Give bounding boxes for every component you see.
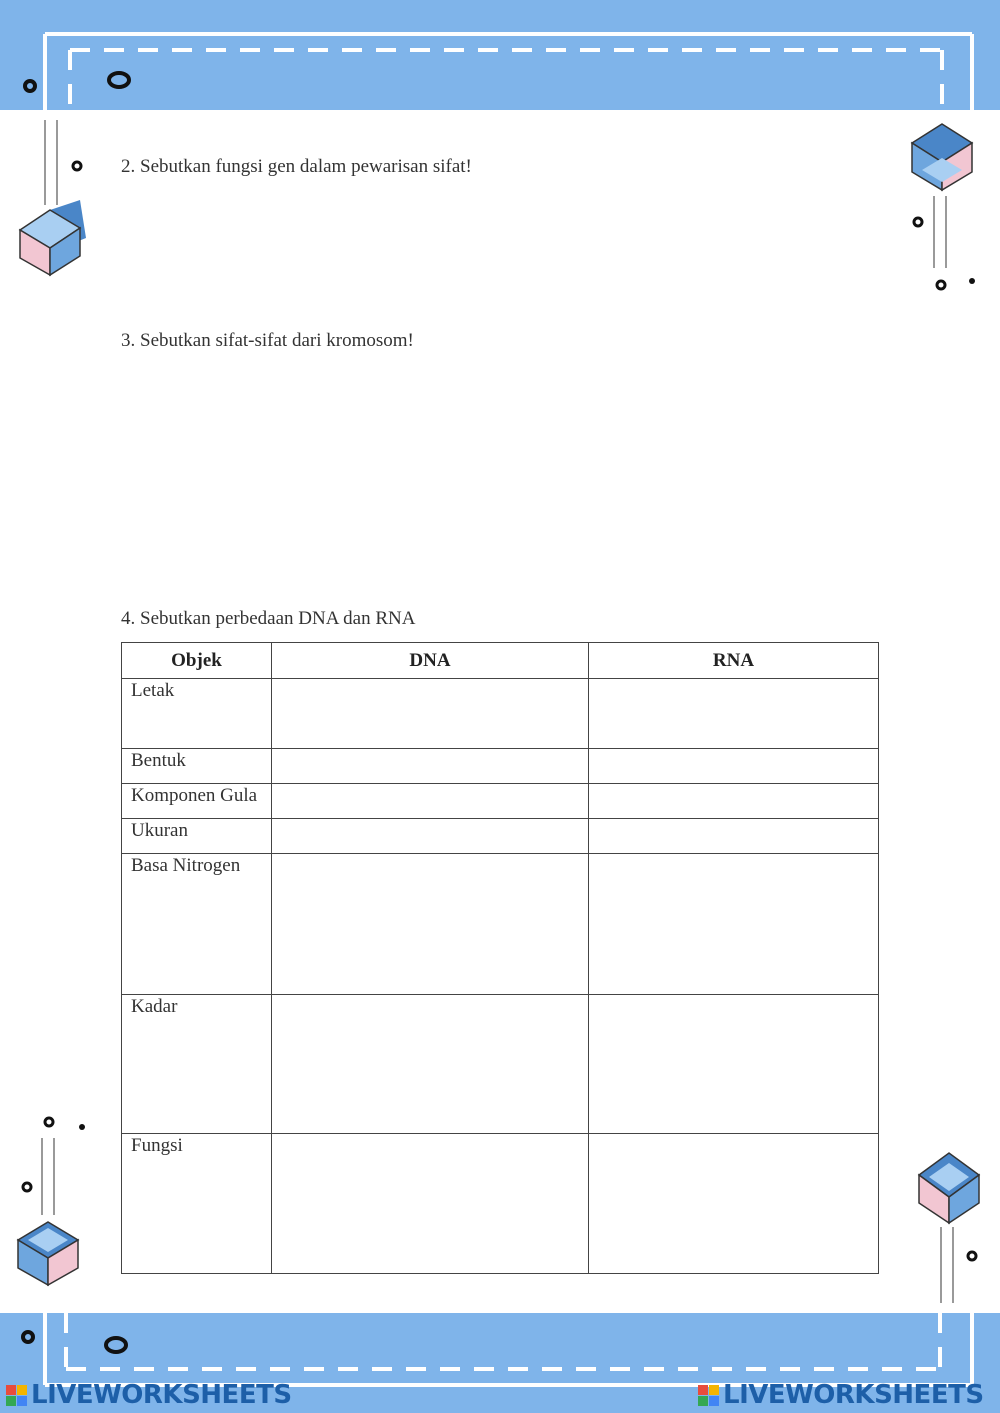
left-top-decoration (10, 110, 100, 285)
rna-answer-cell[interactable] (589, 1134, 879, 1274)
row-label-ukuran: Ukuran (131, 820, 188, 841)
row-label-letak: Letak (131, 680, 175, 701)
right-bottom-decoration (905, 1145, 1000, 1305)
dot-icon (969, 278, 975, 284)
top-dashed-frame (0, 0, 1000, 110)
ring-icon (937, 281, 945, 289)
liveworksheets-logo-right: LIVEWORKSHEETS (698, 1379, 984, 1411)
row-label-komponen-gula: Komponen Gula (131, 785, 258, 806)
table-row (122, 819, 879, 854)
ring-icon (45, 1118, 53, 1126)
header-objek: Objek (122, 643, 272, 679)
row-label-bentuk: Bentuk (131, 750, 186, 771)
left-bottom-decoration (10, 1110, 100, 1290)
row-label-kadar: Kadar (131, 996, 178, 1017)
ring-icon (73, 162, 81, 170)
ring-icon (106, 1338, 126, 1352)
row-label-fungsi: Fungsi (131, 1135, 183, 1156)
table-row (122, 1134, 879, 1274)
table-row (122, 784, 879, 819)
dna-rna-table (121, 642, 879, 1274)
rna-answer-cell[interactable] (589, 995, 879, 1134)
ring-icon (109, 73, 129, 87)
liveworksheets-mark-icon (698, 1385, 719, 1406)
ring-icon (23, 1332, 33, 1342)
dna-answer-cell[interactable] (272, 819, 589, 854)
rna-answer-cell[interactable] (589, 819, 879, 854)
table-row (122, 854, 879, 995)
row-label-basa-nitrogen: Basa Nitrogen (131, 855, 241, 876)
liveworksheets-mark-icon (6, 1385, 27, 1406)
question-3: 3. Sebutkan sifat-sifat dari kromosom! (121, 330, 414, 351)
rna-answer-cell[interactable] (589, 679, 879, 749)
rna-answer-cell[interactable] (589, 749, 879, 784)
table-row (122, 995, 879, 1134)
dna-answer-cell[interactable] (272, 1134, 589, 1274)
table-row (122, 749, 879, 784)
question-2: 2. Sebutkan fungsi gen dalam pewarisan sifat! (121, 156, 472, 177)
right-top-decoration (900, 118, 1000, 298)
rna-answer-cell[interactable] (589, 784, 879, 819)
dna-answer-cell[interactable] (272, 784, 589, 819)
ring-icon (23, 1183, 31, 1191)
table-row (122, 679, 879, 749)
ring-icon (914, 218, 922, 226)
dot-icon (79, 1124, 85, 1130)
question-4: 4. Sebutkan perbedaan DNA dan RNA (121, 608, 416, 629)
dna-answer-cell[interactable] (272, 854, 589, 995)
dna-answer-cell[interactable] (272, 749, 589, 784)
ring-icon (968, 1252, 976, 1260)
rna-answer-cell[interactable] (589, 854, 879, 995)
dna-answer-cell[interactable] (272, 679, 589, 749)
cube-icon (18, 1222, 78, 1285)
liveworksheets-logo-left: LIVEWORKSHEETS (6, 1379, 292, 1411)
cube-icon (912, 124, 972, 190)
ring-icon (25, 81, 35, 91)
dna-answer-cell[interactable] (272, 995, 589, 1134)
cube-icon (919, 1153, 979, 1223)
table-header-row (122, 643, 879, 679)
header-dna: DNA (272, 643, 589, 679)
header-rna: RNA (589, 643, 879, 679)
cube-icon (20, 200, 86, 275)
